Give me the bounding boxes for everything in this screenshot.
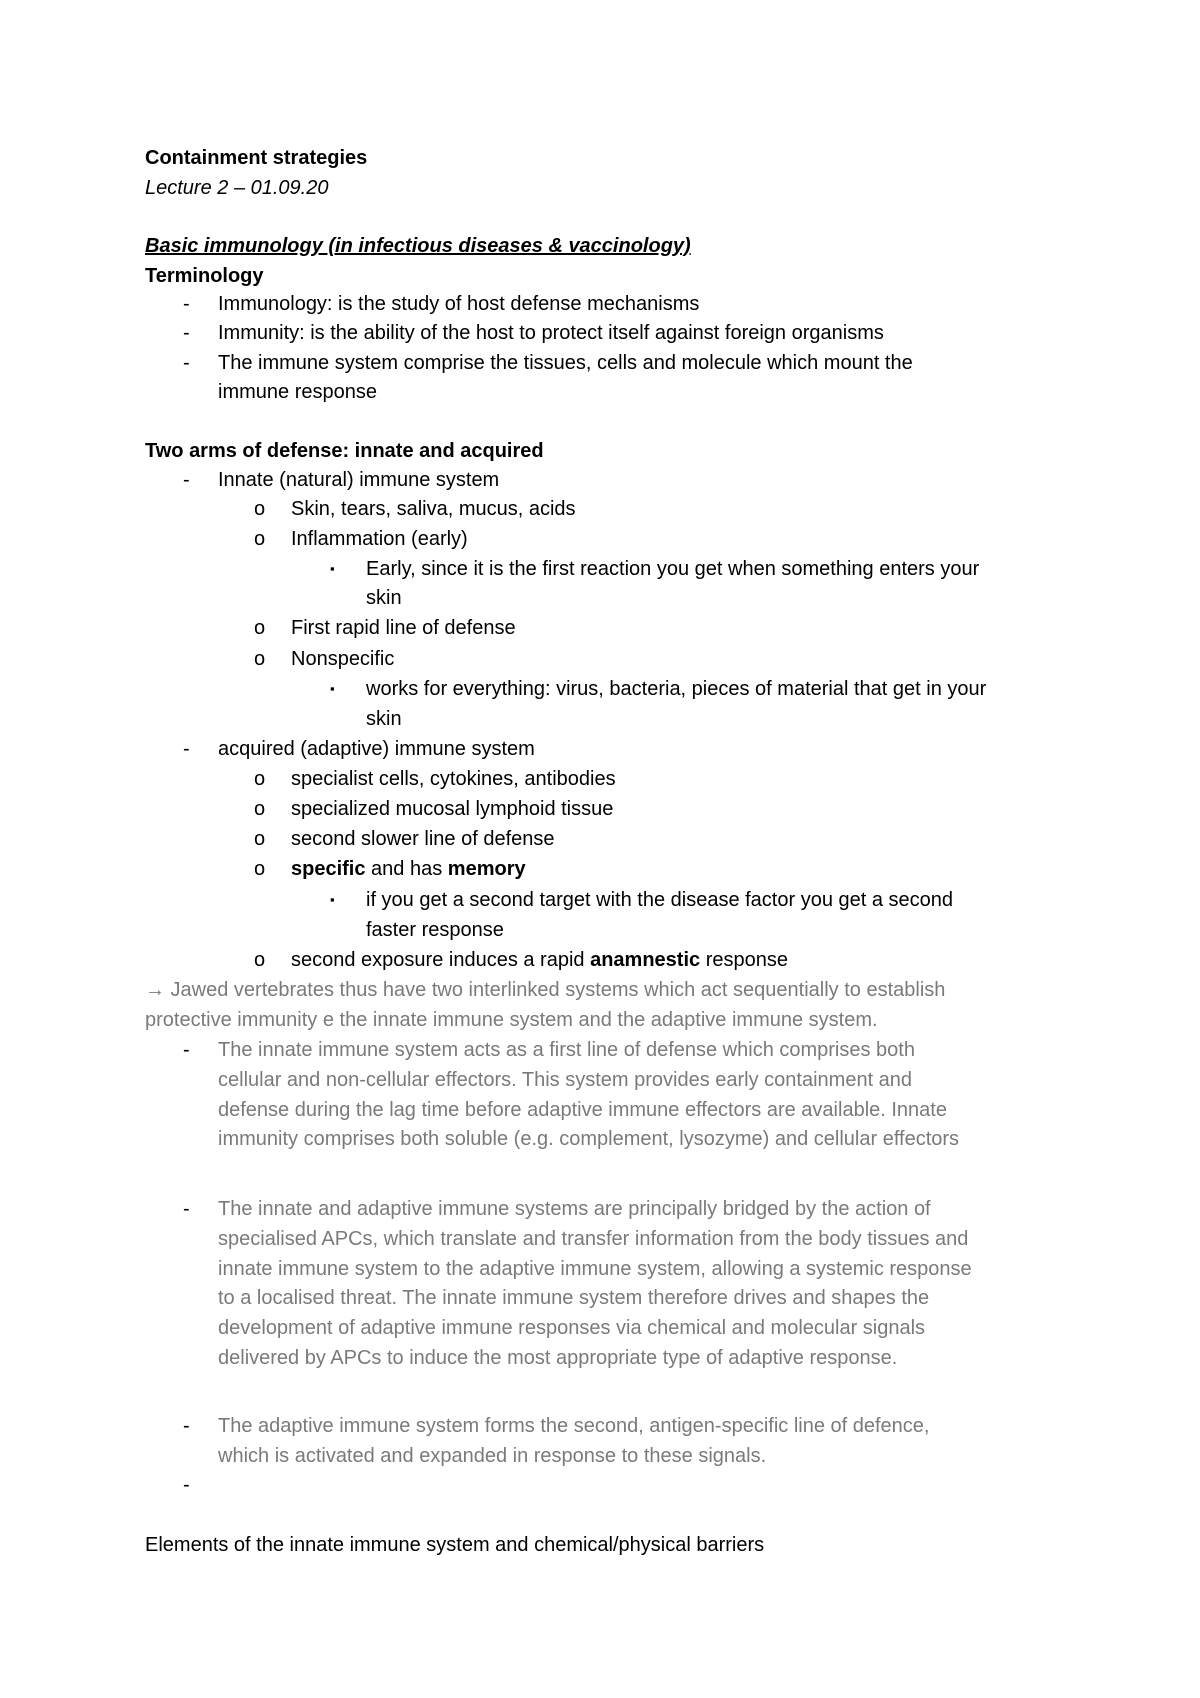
gray-paragraph-line: to a localised threat. The innate immune system therefore drives and shapes the <box>218 1287 930 1309</box>
memory-text: memory <box>447 858 526 880</box>
gray-paragraph-line: cellular and non-cellular effectors. This system provides early containment and <box>218 1069 913 1091</box>
response-text: response <box>700 949 788 971</box>
circle-bullet: o <box>254 648 266 670</box>
square-bullet: ▪ <box>330 681 335 696</box>
term-immunology: Immunology: is the study of host defense mechanisms <box>218 293 700 315</box>
acquired-item: second slower line of defense <box>291 828 555 850</box>
dash-bullet: - <box>183 1415 190 1437</box>
circle-bullet: o <box>254 528 266 550</box>
dash-bullet: - <box>183 322 190 344</box>
square-bullet: ▪ <box>330 892 335 907</box>
gray-paragraph-line: development of adaptive immune responses via chemical and molecular signals <box>218 1317 926 1339</box>
final-heading: Elements of the innate immune system and chemical/physical barriers <box>145 1534 765 1556</box>
specific-text: specific <box>291 858 366 880</box>
gray-paragraph-line: which is activated and expanded in response to these signals. <box>218 1445 767 1467</box>
innate-subitem: works for everything: virus, bacteria, pieces of material that get in your <box>366 678 987 700</box>
lecture-subtitle: Lecture 2 – 01.09.20 <box>145 177 329 199</box>
square-bullet: ▪ <box>330 561 335 576</box>
acquired-item: specialized mucosal lymphoid tissue <box>291 798 614 820</box>
circle-bullet: o <box>254 798 266 820</box>
gray-paragraph-line: innate immune system to the adaptive immune system, allowing a systemic response <box>218 1258 972 1280</box>
circle-bullet: o <box>254 858 266 880</box>
dash-bullet: - <box>183 738 190 760</box>
dash-bullet: - <box>183 469 190 491</box>
dash-bullet: - <box>183 1198 190 1220</box>
innate-item: Skin, tears, saliva, mucus, acids <box>291 498 576 520</box>
acquired-label: acquired (adaptive) immune system <box>218 738 535 760</box>
dash-bullet: - <box>183 1039 190 1061</box>
circle-bullet: o <box>254 617 266 639</box>
section-heading-basic-immunology: Basic immunology (in infectious diseases & vaccinology) <box>145 235 691 257</box>
arms-heading: Two arms of defense: innate and acquired <box>145 440 544 462</box>
innate-subitem-cont: skin <box>366 708 402 730</box>
document-title: Containment strategies <box>145 147 368 169</box>
gray-paragraph-line: immunity comprises both soluble (e.g. complement, lysozyme) and cellular effectors <box>218 1128 960 1150</box>
innate-label: Innate (natural) immune system <box>218 469 500 491</box>
term-immune-system-cont: immune response <box>218 381 377 403</box>
anamnestic-text: anamnestic <box>590 949 701 971</box>
circle-bullet: o <box>254 828 266 850</box>
gray-paragraph-line: delivered by APCs to induce the most appropriate type of adaptive response. <box>218 1347 898 1369</box>
gray-paragraph-line: The innate immune system acts as a first line of defense which comprises both <box>218 1039 915 1061</box>
acquired-item-anamnestic <box>291 948 788 972</box>
term-immune-system: The immune system comprise the tissues, cells and molecule which mount the <box>218 352 913 374</box>
exposure-text: second exposure induces a rapid <box>291 949 591 971</box>
innate-item: First rapid line of defense <box>291 617 516 639</box>
innate-subitem-cont: skin <box>366 587 402 609</box>
term-immunity: Immunity: is the ability of the host to protect itself against foreign organisms <box>218 322 884 344</box>
dash-bullet: - <box>183 352 190 374</box>
circle-bullet: o <box>254 949 266 971</box>
innate-subitem: Early, since it is the first reaction you get when something enters your <box>366 558 980 580</box>
acquired-subitem-cont: faster response <box>366 919 504 941</box>
dash-bullet: - <box>183 293 190 315</box>
terminology-heading: Terminology <box>145 265 264 287</box>
gray-paragraph-line: The innate and adaptive immune systems are principally bridged by the action of <box>218 1198 931 1220</box>
gray-paragraph-line: defense during the lag time before adaptive immune effectors are available. Innate <box>218 1099 947 1121</box>
arrow-paragraph-cont: protective immunity e the innate immune system and the adaptive immune system. <box>145 1009 878 1031</box>
gray-paragraph-line: specialised APCs, which translate and transfer information from the body tissues and <box>218 1228 969 1250</box>
innate-item: Inflammation (early) <box>291 528 468 550</box>
circle-bullet: o <box>254 768 266 790</box>
acquired-item: specialist cells, cytokines, antibodies <box>291 768 616 790</box>
acquired-subitem: if you get a second target with the disease factor you get a second <box>366 889 954 911</box>
arrow-paragraph: → Jawed vertebrates thus have two interlinked systems which act sequentially to establish <box>145 979 946 1001</box>
acquired-item-specific <box>291 857 526 881</box>
and-has-text: and has <box>365 858 448 880</box>
innate-item: Nonspecific <box>291 648 395 670</box>
gray-paragraph-line: The adaptive immune system forms the second, antigen-specific line of defence, <box>218 1415 930 1437</box>
dash-bullet: - <box>183 1474 190 1496</box>
circle-bullet: o <box>254 498 266 520</box>
